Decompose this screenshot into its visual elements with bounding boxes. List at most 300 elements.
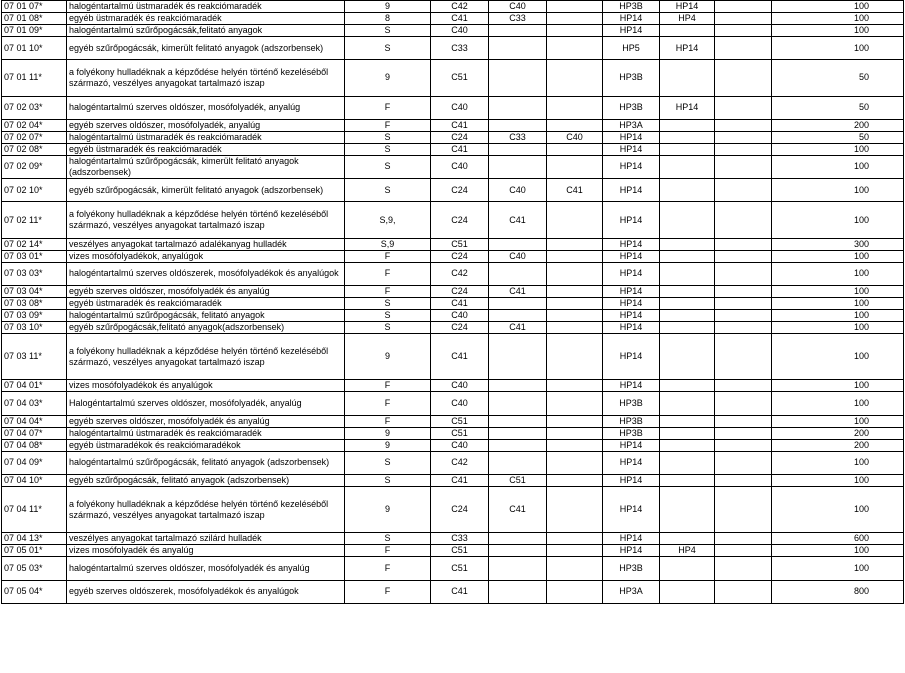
- type-cell: F: [345, 119, 431, 131]
- empty-cell: [715, 60, 772, 97]
- hp-code-2-cell: [660, 285, 715, 297]
- table-row: [2, 297, 904, 309]
- c-code-3-cell: [547, 202, 603, 239]
- table-row: [2, 580, 904, 603]
- table-row: [2, 119, 904, 131]
- waste-code-cell: 07 03 03*: [2, 262, 67, 285]
- c-code-1-cell: C41: [431, 297, 489, 309]
- hp-code-1-cell: HP14: [603, 439, 660, 451]
- quantity-cell: 100: [772, 13, 904, 25]
- c-code-1-cell: C42: [431, 1, 489, 13]
- empty-cell: [715, 439, 772, 451]
- quantity-cell: 100: [772, 285, 904, 297]
- waste-code-cell: 07 04 09*: [2, 451, 67, 474]
- description-cell: egyéb szerves oldószer, mosófolyadék és anyalúg: [67, 285, 345, 297]
- empty-cell: [715, 533, 772, 545]
- c-code-2-cell: [489, 545, 547, 557]
- quantity-cell: 100: [772, 297, 904, 309]
- waste-code-cell: 07 04 07*: [2, 427, 67, 439]
- table-row: [2, 131, 904, 143]
- description-cell: egyéb szűrőpogácsák, kimerült felitató anyagok (adszorbensek): [67, 37, 345, 60]
- waste-code-cell: 07 02 14*: [2, 238, 67, 250]
- c-code-2-cell: [489, 60, 547, 97]
- c-code-3-cell: [547, 25, 603, 37]
- hp-code-2-cell: [660, 119, 715, 131]
- waste-code-cell: 07 04 01*: [2, 380, 67, 392]
- c-code-1-cell: C51: [431, 415, 489, 427]
- waste-code-cell: 07 03 10*: [2, 321, 67, 333]
- quantity-cell: 100: [772, 545, 904, 557]
- c-code-3-cell: [547, 451, 603, 474]
- c-code-3-cell: [547, 96, 603, 119]
- c-code-1-cell: C41: [431, 143, 489, 155]
- hp-code-1-cell: HP14: [603, 545, 660, 557]
- waste-code-cell: 07 03 09*: [2, 309, 67, 321]
- hp-code-2-cell: [660, 415, 715, 427]
- c-code-2-cell: [489, 557, 547, 580]
- description-cell: egyéb szűrőpogácsák, kimerült felitató anyagok (adszorbensek): [67, 179, 345, 202]
- hp-code-2-cell: [660, 474, 715, 486]
- description-cell: veszélyes anyagokat tartalmazó adalékanyag hulladék: [67, 238, 345, 250]
- hp-code-1-cell: HP3B: [603, 60, 660, 97]
- c-code-3-cell: [547, 238, 603, 250]
- c-code-1-cell: C24: [431, 131, 489, 143]
- type-cell: F: [345, 415, 431, 427]
- description-cell: Halogéntartalmú szerves oldószer, mosófolyadék, anyalúg: [67, 392, 345, 415]
- quantity-cell: 600: [772, 533, 904, 545]
- waste-code-cell: 07 01 09*: [2, 25, 67, 37]
- quantity-cell: 100: [772, 309, 904, 321]
- description-cell: egyéb szűrőpogácsák, felitató anyagok (adszorbensek): [67, 474, 345, 486]
- table-row: [2, 250, 904, 262]
- c-code-2-cell: [489, 380, 547, 392]
- c-code-1-cell: C33: [431, 533, 489, 545]
- c-code-3-cell: [547, 13, 603, 25]
- c-code-2-cell: [489, 415, 547, 427]
- empty-cell: [715, 580, 772, 603]
- hp-code-1-cell: HP3A: [603, 119, 660, 131]
- type-cell: S: [345, 155, 431, 178]
- hp-code-1-cell: HP14: [603, 179, 660, 202]
- quantity-cell: 100: [772, 486, 904, 533]
- waste-code-cell: 07 05 01*: [2, 545, 67, 557]
- empty-cell: [715, 202, 772, 239]
- quantity-cell: 100: [772, 321, 904, 333]
- c-code-3-cell: [547, 321, 603, 333]
- waste-code-cell: 07 04 13*: [2, 533, 67, 545]
- table-row: [2, 1, 904, 13]
- c-code-1-cell: C40: [431, 392, 489, 415]
- c-code-3-cell: [547, 1, 603, 13]
- c-code-3-cell: [547, 533, 603, 545]
- c-code-1-cell: C42: [431, 451, 489, 474]
- type-cell: S: [345, 131, 431, 143]
- quantity-cell: 100: [772, 262, 904, 285]
- description-cell: egyéb üstmaradékok és reakciómaradékok: [67, 439, 345, 451]
- description-cell: veszélyes anyagokat tartalmazó szilárd hulladék: [67, 533, 345, 545]
- waste-code-cell: 07 03 08*: [2, 297, 67, 309]
- description-cell: vizes mosófolyadékok és anyalúgok: [67, 380, 345, 392]
- empty-cell: [715, 392, 772, 415]
- waste-code-table: [1, 0, 904, 604]
- table-row: [2, 60, 904, 97]
- empty-cell: [715, 451, 772, 474]
- c-code-1-cell: C41: [431, 474, 489, 486]
- hp-code-2-cell: [660, 202, 715, 239]
- quantity-cell: 300: [772, 238, 904, 250]
- table-row: [2, 179, 904, 202]
- c-code-2-cell: [489, 119, 547, 131]
- quantity-cell: 100: [772, 179, 904, 202]
- type-cell: F: [345, 392, 431, 415]
- table-row: [2, 13, 904, 25]
- c-code-1-cell: C24: [431, 202, 489, 239]
- waste-code-cell: 07 02 04*: [2, 119, 67, 131]
- hp-code-1-cell: HP14: [603, 143, 660, 155]
- c-code-3-cell: [547, 297, 603, 309]
- quantity-cell: 100: [772, 474, 904, 486]
- description-cell: halogéntartalmú szűrőpogácsák, felitató anyagok: [67, 309, 345, 321]
- table-row: [2, 486, 904, 533]
- waste-code-cell: 07 04 08*: [2, 439, 67, 451]
- quantity-cell: 100: [772, 451, 904, 474]
- waste-code-cell: 07 02 10*: [2, 179, 67, 202]
- waste-code-cell: 07 01 11*: [2, 60, 67, 97]
- type-cell: F: [345, 580, 431, 603]
- c-code-1-cell: C51: [431, 60, 489, 97]
- type-cell: F: [345, 250, 431, 262]
- type-cell: S: [345, 533, 431, 545]
- waste-code-cell: 07 04 10*: [2, 474, 67, 486]
- hp-code-1-cell: HP14: [603, 250, 660, 262]
- hp-code-1-cell: HP14: [603, 13, 660, 25]
- description-cell: halogéntartalmú szerves oldószer, mosófolyadék, anyalúg: [67, 96, 345, 119]
- waste-code-cell: 07 05 03*: [2, 557, 67, 580]
- c-code-1-cell: C40: [431, 25, 489, 37]
- description-cell: egyéb szerves oldószer, mosófolyadék, anyalúg: [67, 119, 345, 131]
- hp-code-2-cell: [660, 179, 715, 202]
- empty-cell: [715, 262, 772, 285]
- c-code-1-cell: C24: [431, 486, 489, 533]
- c-code-2-cell: C41: [489, 486, 547, 533]
- type-cell: F: [345, 557, 431, 580]
- hp-code-1-cell: HP14: [603, 321, 660, 333]
- table-row: [2, 415, 904, 427]
- description-cell: a folyékony hulladéknak a képződése helyén történő kezeléséből származó, veszélyes anyagokat tartalmazó iszap: [67, 202, 345, 239]
- table-row: [2, 380, 904, 392]
- hp-code-1-cell: HP14: [603, 451, 660, 474]
- quantity-cell: 100: [772, 557, 904, 580]
- waste-code-cell: 07 02 09*: [2, 155, 67, 178]
- hp-code-2-cell: [660, 380, 715, 392]
- empty-cell: [715, 179, 772, 202]
- c-code-2-cell: C33: [489, 13, 547, 25]
- hp-code-1-cell: HP14: [603, 155, 660, 178]
- c-code-2-cell: C41: [489, 202, 547, 239]
- empty-cell: [715, 155, 772, 178]
- hp-code-2-cell: HP14: [660, 37, 715, 60]
- c-code-3-cell: [547, 439, 603, 451]
- hp-code-1-cell: HP3B: [603, 557, 660, 580]
- table-row: [2, 285, 904, 297]
- c-code-1-cell: C33: [431, 37, 489, 60]
- type-cell: S: [345, 143, 431, 155]
- c-code-3-cell: [547, 119, 603, 131]
- hp-code-2-cell: [660, 297, 715, 309]
- type-cell: S: [345, 297, 431, 309]
- hp-code-2-cell: [660, 25, 715, 37]
- c-code-3-cell: [547, 427, 603, 439]
- quantity-cell: 200: [772, 427, 904, 439]
- empty-cell: [715, 131, 772, 143]
- hp-code-2-cell: [660, 333, 715, 380]
- table-row: [2, 474, 904, 486]
- hp-code-1-cell: HP14: [603, 285, 660, 297]
- c-code-2-cell: [489, 155, 547, 178]
- empty-cell: [715, 557, 772, 580]
- quantity-cell: 50: [772, 96, 904, 119]
- hp-code-2-cell: [660, 60, 715, 97]
- c-code-3-cell: [547, 37, 603, 60]
- table-row: [2, 143, 904, 155]
- type-cell: F: [345, 545, 431, 557]
- c-code-3-cell: [547, 557, 603, 580]
- waste-code-cell: 07 02 08*: [2, 143, 67, 155]
- hp-code-2-cell: [660, 238, 715, 250]
- c-code-2-cell: [489, 392, 547, 415]
- description-cell: egyéb szerves oldószer, mosófolyadék és anyalúg: [67, 415, 345, 427]
- hp-code-2-cell: [660, 533, 715, 545]
- table-body: [2, 1, 904, 604]
- c-code-3-cell: C41: [547, 179, 603, 202]
- empty-cell: [715, 486, 772, 533]
- c-code-1-cell: C51: [431, 427, 489, 439]
- type-cell: 9: [345, 60, 431, 97]
- type-cell: S: [345, 37, 431, 60]
- type-cell: F: [345, 285, 431, 297]
- c-code-1-cell: C24: [431, 179, 489, 202]
- table-row: [2, 439, 904, 451]
- waste-code-cell: 07 02 11*: [2, 202, 67, 239]
- c-code-1-cell: C41: [431, 333, 489, 380]
- c-code-2-cell: [489, 238, 547, 250]
- c-code-3-cell: [547, 486, 603, 533]
- type-cell: 9: [345, 333, 431, 380]
- empty-cell: [715, 297, 772, 309]
- c-code-1-cell: C24: [431, 321, 489, 333]
- empty-cell: [715, 309, 772, 321]
- empty-cell: [715, 380, 772, 392]
- c-code-1-cell: C41: [431, 119, 489, 131]
- table-row: [2, 155, 904, 178]
- description-cell: egyéb szerves oldószerek, mosófolyadékok és anyalúgok: [67, 580, 345, 603]
- description-cell: halogéntartalmú szerves oldószerek, mosófolyadékok és anyalúgok: [67, 262, 345, 285]
- empty-cell: [715, 96, 772, 119]
- c-code-2-cell: C40: [489, 1, 547, 13]
- waste-code-cell: 07 01 10*: [2, 37, 67, 60]
- hp-code-1-cell: HP14: [603, 380, 660, 392]
- empty-cell: [715, 250, 772, 262]
- empty-cell: [715, 321, 772, 333]
- type-cell: S: [345, 179, 431, 202]
- table-row: [2, 451, 904, 474]
- c-code-2-cell: [489, 96, 547, 119]
- c-code-3-cell: [547, 474, 603, 486]
- c-code-3-cell: [547, 60, 603, 97]
- table-row: [2, 25, 904, 37]
- hp-code-1-cell: HP14: [603, 202, 660, 239]
- c-code-3-cell: [547, 262, 603, 285]
- empty-cell: [715, 25, 772, 37]
- quantity-cell: 100: [772, 202, 904, 239]
- type-cell: 9: [345, 439, 431, 451]
- table-row: [2, 333, 904, 380]
- description-cell: a folyékony hulladéknak a képződése helyén történő kezeléséből származó, veszélyes anyagokat tartalmazó iszap: [67, 486, 345, 533]
- quantity-cell: 100: [772, 1, 904, 13]
- description-cell: halogéntartalmú üstmaradék és reakciómaradék: [67, 131, 345, 143]
- c-code-2-cell: [489, 262, 547, 285]
- hp-code-2-cell: [660, 309, 715, 321]
- waste-code-cell: 07 04 04*: [2, 415, 67, 427]
- c-code-1-cell: C40: [431, 380, 489, 392]
- table-row: [2, 533, 904, 545]
- c-code-2-cell: [489, 580, 547, 603]
- c-code-2-cell: [489, 427, 547, 439]
- empty-cell: [715, 333, 772, 380]
- description-cell: a folyékony hulladéknak a képződése helyén történő kezeléséből származó, veszélyes anyagokat tartalmazó iszap: [67, 60, 345, 97]
- type-cell: S: [345, 474, 431, 486]
- empty-cell: [715, 37, 772, 60]
- empty-cell: [715, 427, 772, 439]
- hp-code-2-cell: HP14: [660, 1, 715, 13]
- hp-code-2-cell: HP4: [660, 545, 715, 557]
- waste-code-cell: 07 05 04*: [2, 580, 67, 603]
- c-code-2-cell: C41: [489, 321, 547, 333]
- c-code-1-cell: C40: [431, 155, 489, 178]
- quantity-cell: 100: [772, 250, 904, 262]
- c-code-2-cell: [489, 333, 547, 380]
- hp-code-2-cell: [660, 143, 715, 155]
- description-cell: halogéntartalmú üstmaradék és reakciómaradék: [67, 1, 345, 13]
- empty-cell: [715, 13, 772, 25]
- type-cell: F: [345, 96, 431, 119]
- hp-code-1-cell: HP14: [603, 533, 660, 545]
- quantity-cell: 100: [772, 380, 904, 392]
- waste-code-cell: 07 03 11*: [2, 333, 67, 380]
- c-code-2-cell: C33: [489, 131, 547, 143]
- c-code-1-cell: C40: [431, 309, 489, 321]
- c-code-1-cell: C40: [431, 439, 489, 451]
- hp-code-1-cell: HP14: [603, 131, 660, 143]
- hp-code-2-cell: [660, 580, 715, 603]
- type-cell: F: [345, 262, 431, 285]
- quantity-cell: 50: [772, 131, 904, 143]
- hp-code-2-cell: HP14: [660, 96, 715, 119]
- type-cell: S: [345, 321, 431, 333]
- waste-code-cell: 07 03 01*: [2, 250, 67, 262]
- description-cell: halogéntartalmú szűrőpogácsák,felitató anyagok: [67, 25, 345, 37]
- c-code-1-cell: C51: [431, 545, 489, 557]
- hp-code-1-cell: HP14: [603, 486, 660, 533]
- description-cell: a folyékony hulladéknak a képződése helyén történő kezeléséből származó, veszélyes anyagokat tartalmazó iszap: [67, 333, 345, 380]
- hp-code-1-cell: HP3B: [603, 415, 660, 427]
- c-code-2-cell: [489, 143, 547, 155]
- waste-code-cell: 07 01 08*: [2, 13, 67, 25]
- hp-code-2-cell: [660, 321, 715, 333]
- c-code-1-cell: C24: [431, 250, 489, 262]
- table-row: [2, 392, 904, 415]
- hp-code-2-cell: [660, 557, 715, 580]
- hp-code-2-cell: [660, 155, 715, 178]
- description-cell: halogéntartalmú szerves oldószer, mosófolyadék és anyalúg: [67, 557, 345, 580]
- c-code-2-cell: [489, 451, 547, 474]
- empty-cell: [715, 1, 772, 13]
- quantity-cell: 50: [772, 60, 904, 97]
- hp-code-2-cell: [660, 392, 715, 415]
- type-cell: S,9: [345, 238, 431, 250]
- c-code-1-cell: C41: [431, 580, 489, 603]
- waste-code-cell: 07 01 07*: [2, 1, 67, 13]
- waste-code-cell: 07 03 04*: [2, 285, 67, 297]
- table-row: [2, 238, 904, 250]
- empty-cell: [715, 119, 772, 131]
- table-row: [2, 427, 904, 439]
- hp-code-1-cell: HP14: [603, 309, 660, 321]
- quantity-cell: 100: [772, 415, 904, 427]
- empty-cell: [715, 285, 772, 297]
- quantity-cell: 800: [772, 580, 904, 603]
- c-code-2-cell: [489, 25, 547, 37]
- c-code-2-cell: [489, 439, 547, 451]
- quantity-cell: 100: [772, 143, 904, 155]
- quantity-cell: 100: [772, 333, 904, 380]
- hp-code-1-cell: HP3B: [603, 427, 660, 439]
- hp-code-1-cell: HP14: [603, 297, 660, 309]
- c-code-3-cell: C40: [547, 131, 603, 143]
- description-cell: halogéntartalmú szűrőpogácsák, kimerült felitató anyagok (adszorbensek): [67, 155, 345, 178]
- c-code-1-cell: C51: [431, 557, 489, 580]
- c-code-2-cell: C40: [489, 250, 547, 262]
- hp-code-1-cell: HP14: [603, 333, 660, 380]
- hp-code-2-cell: [660, 451, 715, 474]
- c-code-3-cell: [547, 415, 603, 427]
- c-code-3-cell: [547, 285, 603, 297]
- c-code-3-cell: [547, 380, 603, 392]
- hp-code-2-cell: [660, 250, 715, 262]
- table-row: [2, 321, 904, 333]
- waste-code-cell: 07 02 03*: [2, 96, 67, 119]
- c-code-1-cell: C41: [431, 13, 489, 25]
- c-code-1-cell: C51: [431, 238, 489, 250]
- c-code-2-cell: C41: [489, 285, 547, 297]
- hp-code-1-cell: HP3B: [603, 1, 660, 13]
- c-code-2-cell: C51: [489, 474, 547, 486]
- description-cell: egyéb üstmaradék és reakciómaradék: [67, 143, 345, 155]
- hp-code-1-cell: HP14: [603, 25, 660, 37]
- c-code-1-cell: C24: [431, 285, 489, 297]
- hp-code-1-cell: HP14: [603, 238, 660, 250]
- c-code-1-cell: C42: [431, 262, 489, 285]
- c-code-3-cell: [547, 250, 603, 262]
- hp-code-1-cell: HP14: [603, 262, 660, 285]
- empty-cell: [715, 143, 772, 155]
- quantity-cell: 100: [772, 155, 904, 178]
- hp-code-2-cell: [660, 131, 715, 143]
- type-cell: 9: [345, 427, 431, 439]
- c-code-1-cell: C40: [431, 96, 489, 119]
- description-cell: egyéb üstmaradék és reakciómaradék: [67, 297, 345, 309]
- table-row: [2, 557, 904, 580]
